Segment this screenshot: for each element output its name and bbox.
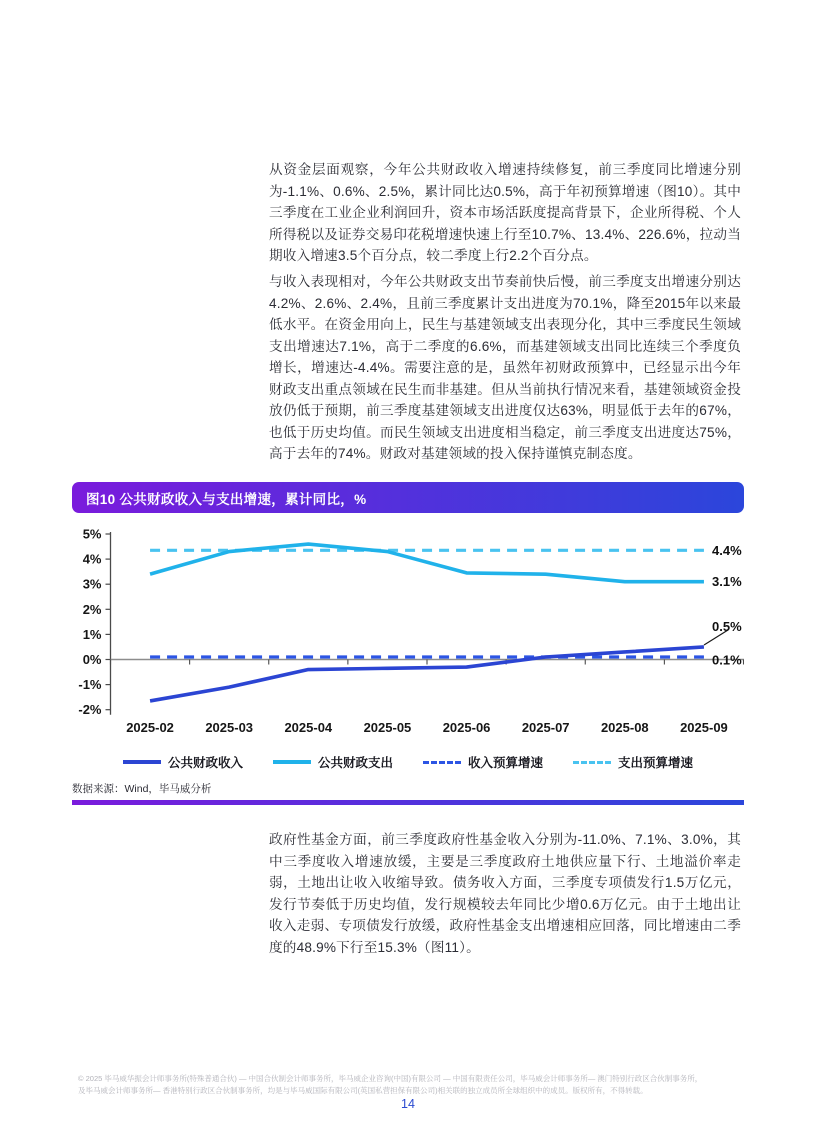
legend-item xyxy=(123,753,243,771)
legend-label: 支出预算增速 xyxy=(618,756,694,770)
footer-line-2: 及毕马威会计师事务所— 香港特别行政区合伙制事务所，均是与毕马威国际有限公司(英国私营担保有限公司)相关联的独立成员所全球组织中的成员。版权所有，不得转载。 xyxy=(78,1085,648,1095)
legend-item xyxy=(273,753,393,771)
legend-label: 收入预算增速 xyxy=(468,756,544,770)
figure-title-bar xyxy=(72,482,744,513)
page-number: 14 xyxy=(401,1097,415,1111)
figure-10 xyxy=(72,482,744,805)
y-tick-label: 2% xyxy=(82,601,102,617)
y-tick-label: 0% xyxy=(82,652,102,667)
chart-legend xyxy=(72,752,744,772)
series-end-label: 4.4% xyxy=(712,542,742,558)
x-tick-label: 2025-09 xyxy=(680,720,728,735)
y-tick-label: 5% xyxy=(82,526,102,542)
gradient-divider xyxy=(72,800,744,805)
series-end-label: 0.1% xyxy=(712,652,742,668)
page-footer xyxy=(78,1073,738,1096)
legend-item xyxy=(573,753,693,771)
x-tick-label: 2025-07 xyxy=(521,720,570,735)
series-line-0 xyxy=(150,647,704,701)
data-source-note: 数据来源：Wind，毕马威分析 xyxy=(72,783,212,795)
y-tick-label: 1% xyxy=(82,626,102,642)
x-tick-label: 2025-06 xyxy=(442,720,491,735)
x-tick-label: 2025-05 xyxy=(363,720,412,735)
x-tick-label: 2025-03 xyxy=(205,720,254,735)
y-tick-label: 3% xyxy=(82,576,102,592)
paragraph-government-funds: 政府性基金方面，前三季度政府性基金收入分别为-11.0%、7.1%、3.0%，其中三季度收入增速放缓，主要是三季度政府土地供应量下行、土地溢价率走弱，土地出让收入收缩导致。债务收入方面，三季度专项债发行1.5万亿元，发行节奏低于历史均值，发行规模较去年同比少增0.6万亿元。由于土地出让收入走弱、专项债发行放缓，政府性基金支出增速相应回落，同比增速由二季度的48.9%下行至15.3%（图11）。 xyxy=(269,832,741,955)
y-tick-label: 4% xyxy=(82,551,102,567)
legend-item xyxy=(423,753,543,771)
x-tick-label: 2025-08 xyxy=(600,720,649,735)
legend-label: 公共财政收入 xyxy=(167,756,243,770)
legend-swatch xyxy=(273,760,311,764)
legend-swatch xyxy=(423,761,461,764)
x-tick-label: 2025-02 xyxy=(126,720,174,735)
series-end-label: 3.1% xyxy=(712,574,742,590)
series-end-label: 0.5% xyxy=(712,618,742,634)
legend-label: 公共财政支出 xyxy=(317,756,393,770)
y-tick-label: -1% xyxy=(78,677,102,693)
legend-swatch xyxy=(123,760,161,764)
legend-swatch xyxy=(573,761,611,764)
footer-line-1: © 2025 毕马威华振会计师事务所(特殊普通合伙) — 中国合伙制会计师事务所，毕马威企业咨询(中国)有限公司 — 中国有限责任公司，毕马威会计师事务所— 澳门特别行政区合伙制事务所， xyxy=(78,1074,703,1083)
x-tick-label: 2025-04 xyxy=(284,720,333,735)
figure-chart-svg xyxy=(72,518,744,750)
paragraph-fiscal-expenditure: 与收入表现相对，今年公共财政支出节奏前快后慢，前三季度支出增速分别达4.2%、2.6%、2.4%，且前三季度累计支出进度为70.1%，降至2015年以来最低水平。在资金用向上，民生与基建领域支出表现分化，其中三季度民生领域支出增速达7.1%，高于二季度的6.6%，而基建领域支出同比连续三个季度负增长，增速达-4.4%。需要注意的是，虽然年初财政预算中，已经显示出今年财政支出重点领域在民生而非基建。但从当前执行情况来看，基建领域资金投放仍低于预期，前三季度基建领域支出进度仅达63%，明显低于去年的67%，也低于历史均值。而民生领域支出进度相当稳定，前三季度支出进度达75%，高于去年的74%。财政对基建领域的投入保持谨慎克制态度。 xyxy=(269,274,741,461)
paragraph-fiscal-revenue: 从资金层面观察，今年公共财政收入增速持续修复，前三季度同比增速分别为-1.1%、0.6%、2.5%，累计同比达0.5%，高于年初预算增速（图10）。其中三季度在工业企业利润回升，资本市场活跃度提高背景下，企业所得税、个人所得税以及证券交易印花税增速快速上行至10.7%、13.4%、226.6%，拉动当期收入增速3.5个百分点，较二季度上行2.2个百分点。 xyxy=(269,162,741,263)
figure-title: 图10 公共财政收入与支出增速，累计同比，% xyxy=(86,491,367,507)
y-tick-label: -2% xyxy=(78,702,102,718)
